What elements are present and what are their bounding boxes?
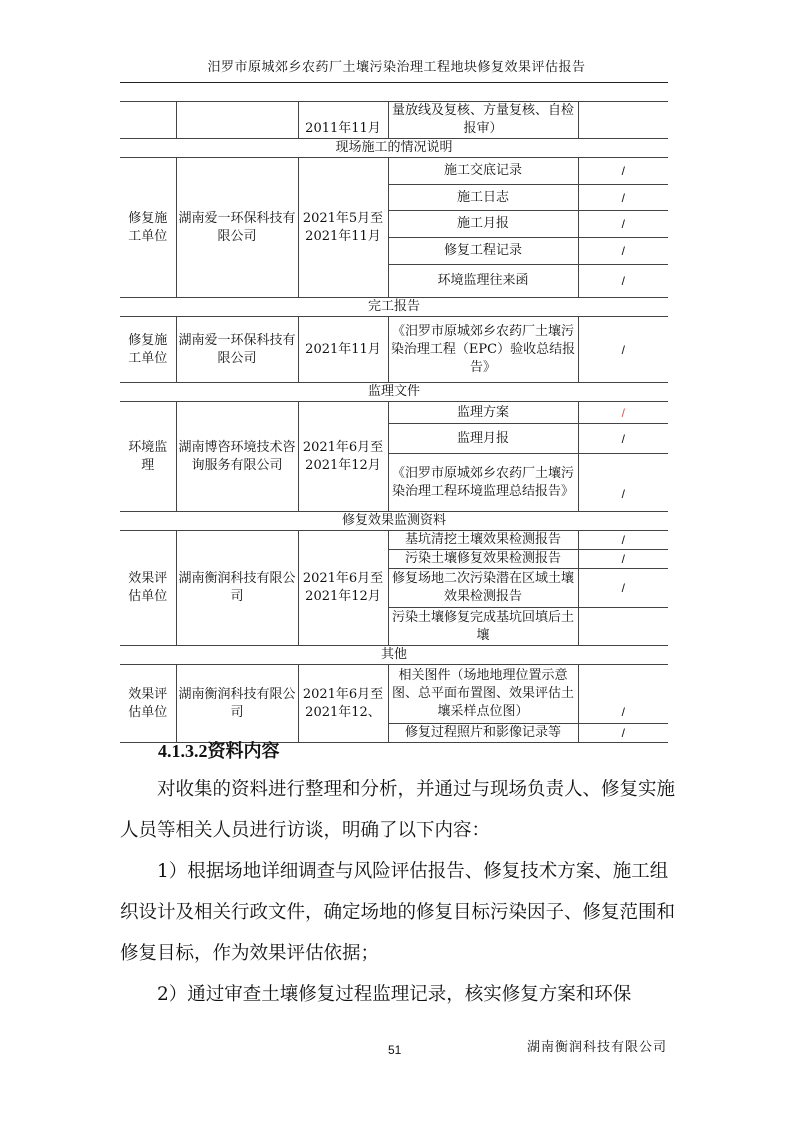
mark-cell: / <box>578 531 668 550</box>
section-title-row <box>120 512 668 531</box>
mark-cell: / <box>578 454 668 512</box>
section-title: 现场施工的情况说明 <box>120 139 668 158</box>
unit-cell: 效果评估单位 <box>120 531 176 646</box>
section-title: 其他 <box>120 646 668 665</box>
section-title-row <box>120 139 668 158</box>
mark-cell: / <box>578 550 668 569</box>
date-cell: 2021年6月至2021年12月 <box>298 531 388 646</box>
item-cell: 施工月报 <box>388 211 578 238</box>
mark-cell: / <box>578 185 668 211</box>
section-heading: 4.1.3.2资料内容 <box>158 741 280 761</box>
item-cell: 修复过程照片和影像记录等 <box>388 724 578 743</box>
company-cell: 湖南爱一环保科技有限公司 <box>176 158 298 298</box>
page-header: 汨罗市原城郊乡农药厂土壤污染治理工程地块修复效果评估报告 <box>207 60 586 75</box>
item-cell: 基坑清挖土壤效果检测报告 <box>388 531 578 550</box>
table-row <box>120 402 668 424</box>
unit-cell: 效果评估单位 <box>120 665 176 743</box>
item-cell: 《汨罗市原城郊乡农药厂土壤污染治理工程环境监理总结报告》 <box>388 454 578 512</box>
company-cell: 湖南爱一环保科技有限公司 <box>176 317 298 383</box>
unit-cell: 环境监理 <box>120 402 176 512</box>
section-title: 完工报告 <box>120 298 668 317</box>
section-title-row <box>120 383 668 402</box>
company-cell: 湖南衡润科技有限公司 <box>176 531 298 646</box>
mark-cell: / <box>578 569 668 608</box>
item-cell: 量放线及复核、方量复核、自检报审） <box>388 102 578 139</box>
company-cell: 湖南衡润科技有限公司 <box>176 665 298 743</box>
section-title: 监理文件 <box>120 383 668 402</box>
table-row <box>120 665 668 724</box>
mark-cell: / <box>578 402 668 424</box>
table-row <box>120 158 668 185</box>
item-cell: 修复工程记录 <box>388 238 578 265</box>
table-row <box>120 317 668 383</box>
table-row <box>120 102 668 139</box>
item-cell: 监理方案 <box>388 402 578 424</box>
item-cell: 《汨罗市原城郊乡农药厂土壤污染治理工程（EPC）验收总结报告》 <box>388 317 578 383</box>
mark-cell: / <box>578 424 668 454</box>
mark-cell: / <box>578 158 668 185</box>
mark-cell: / <box>578 265 668 298</box>
item-cell: 监理月报 <box>388 424 578 454</box>
item-cell: 污染土壤修复效果检测报告 <box>388 550 578 569</box>
footer-company: 湖南衡润科技有限公司 <box>527 1040 668 1055</box>
mark-cell: / <box>578 665 668 724</box>
body-paragraph: 对收集的资料进行整理和分析，并通过与现场负责人、修复实施人员等相关人员进行访谈，明确了以下内容： <box>120 779 676 841</box>
date-cell: 2021年6月至2021年12月 <box>298 402 388 512</box>
date-cell: 2021年6月至2021年12、 <box>298 665 388 743</box>
section-title: 修复效果监测资料 <box>120 512 668 531</box>
table-row <box>120 531 668 550</box>
documents-table <box>120 101 668 743</box>
date-cell: 2011年11月 <box>298 102 388 139</box>
date-cell: 2021年5月至2021年11月 <box>298 158 388 298</box>
section-title-row <box>120 646 668 665</box>
company-cell: 湖南博咨环境技术咨询服务有限公司 <box>176 402 298 512</box>
item-cell: 环境监理往来函 <box>388 265 578 298</box>
mark-cell: / <box>578 724 668 743</box>
item-cell: 施工交底记录 <box>388 158 578 185</box>
item-cell: 污染土壤修复完成基坑回填后土壤 <box>388 608 578 646</box>
page-number: 51 <box>388 1043 402 1057</box>
mark-cell: / <box>578 238 668 265</box>
item-cell: 修复场地二次污染潜在区域土壤效果检测报告 <box>388 569 578 608</box>
item-cell: 相关图件（场地地理位置示意图、总平面布置图、效果评估土壤采样点位图） <box>388 665 578 724</box>
item-cell: 施工日志 <box>388 185 578 211</box>
date-cell: 2021年11月 <box>298 317 388 383</box>
mark-cell: / <box>578 317 668 383</box>
unit-cell: 修复施工单位 <box>120 158 176 298</box>
section-title-row <box>120 298 668 317</box>
unit-cell: 修复施工单位 <box>120 317 176 383</box>
body-paragraph: 1）根据场地详细调查与风险评估报告、修复技术方案、施工组织设计及相关行政文件，确定场地的修复目标污染因子、修复范围和修复目标，作为效果评估依据； <box>120 861 676 964</box>
mark-cell <box>578 608 668 646</box>
body-paragraph: 2）通过审查土壤修复过程监理记录，核实修复方案和环保 <box>157 984 632 1005</box>
mark-cell: / <box>578 211 668 238</box>
header-rule <box>120 82 668 83</box>
